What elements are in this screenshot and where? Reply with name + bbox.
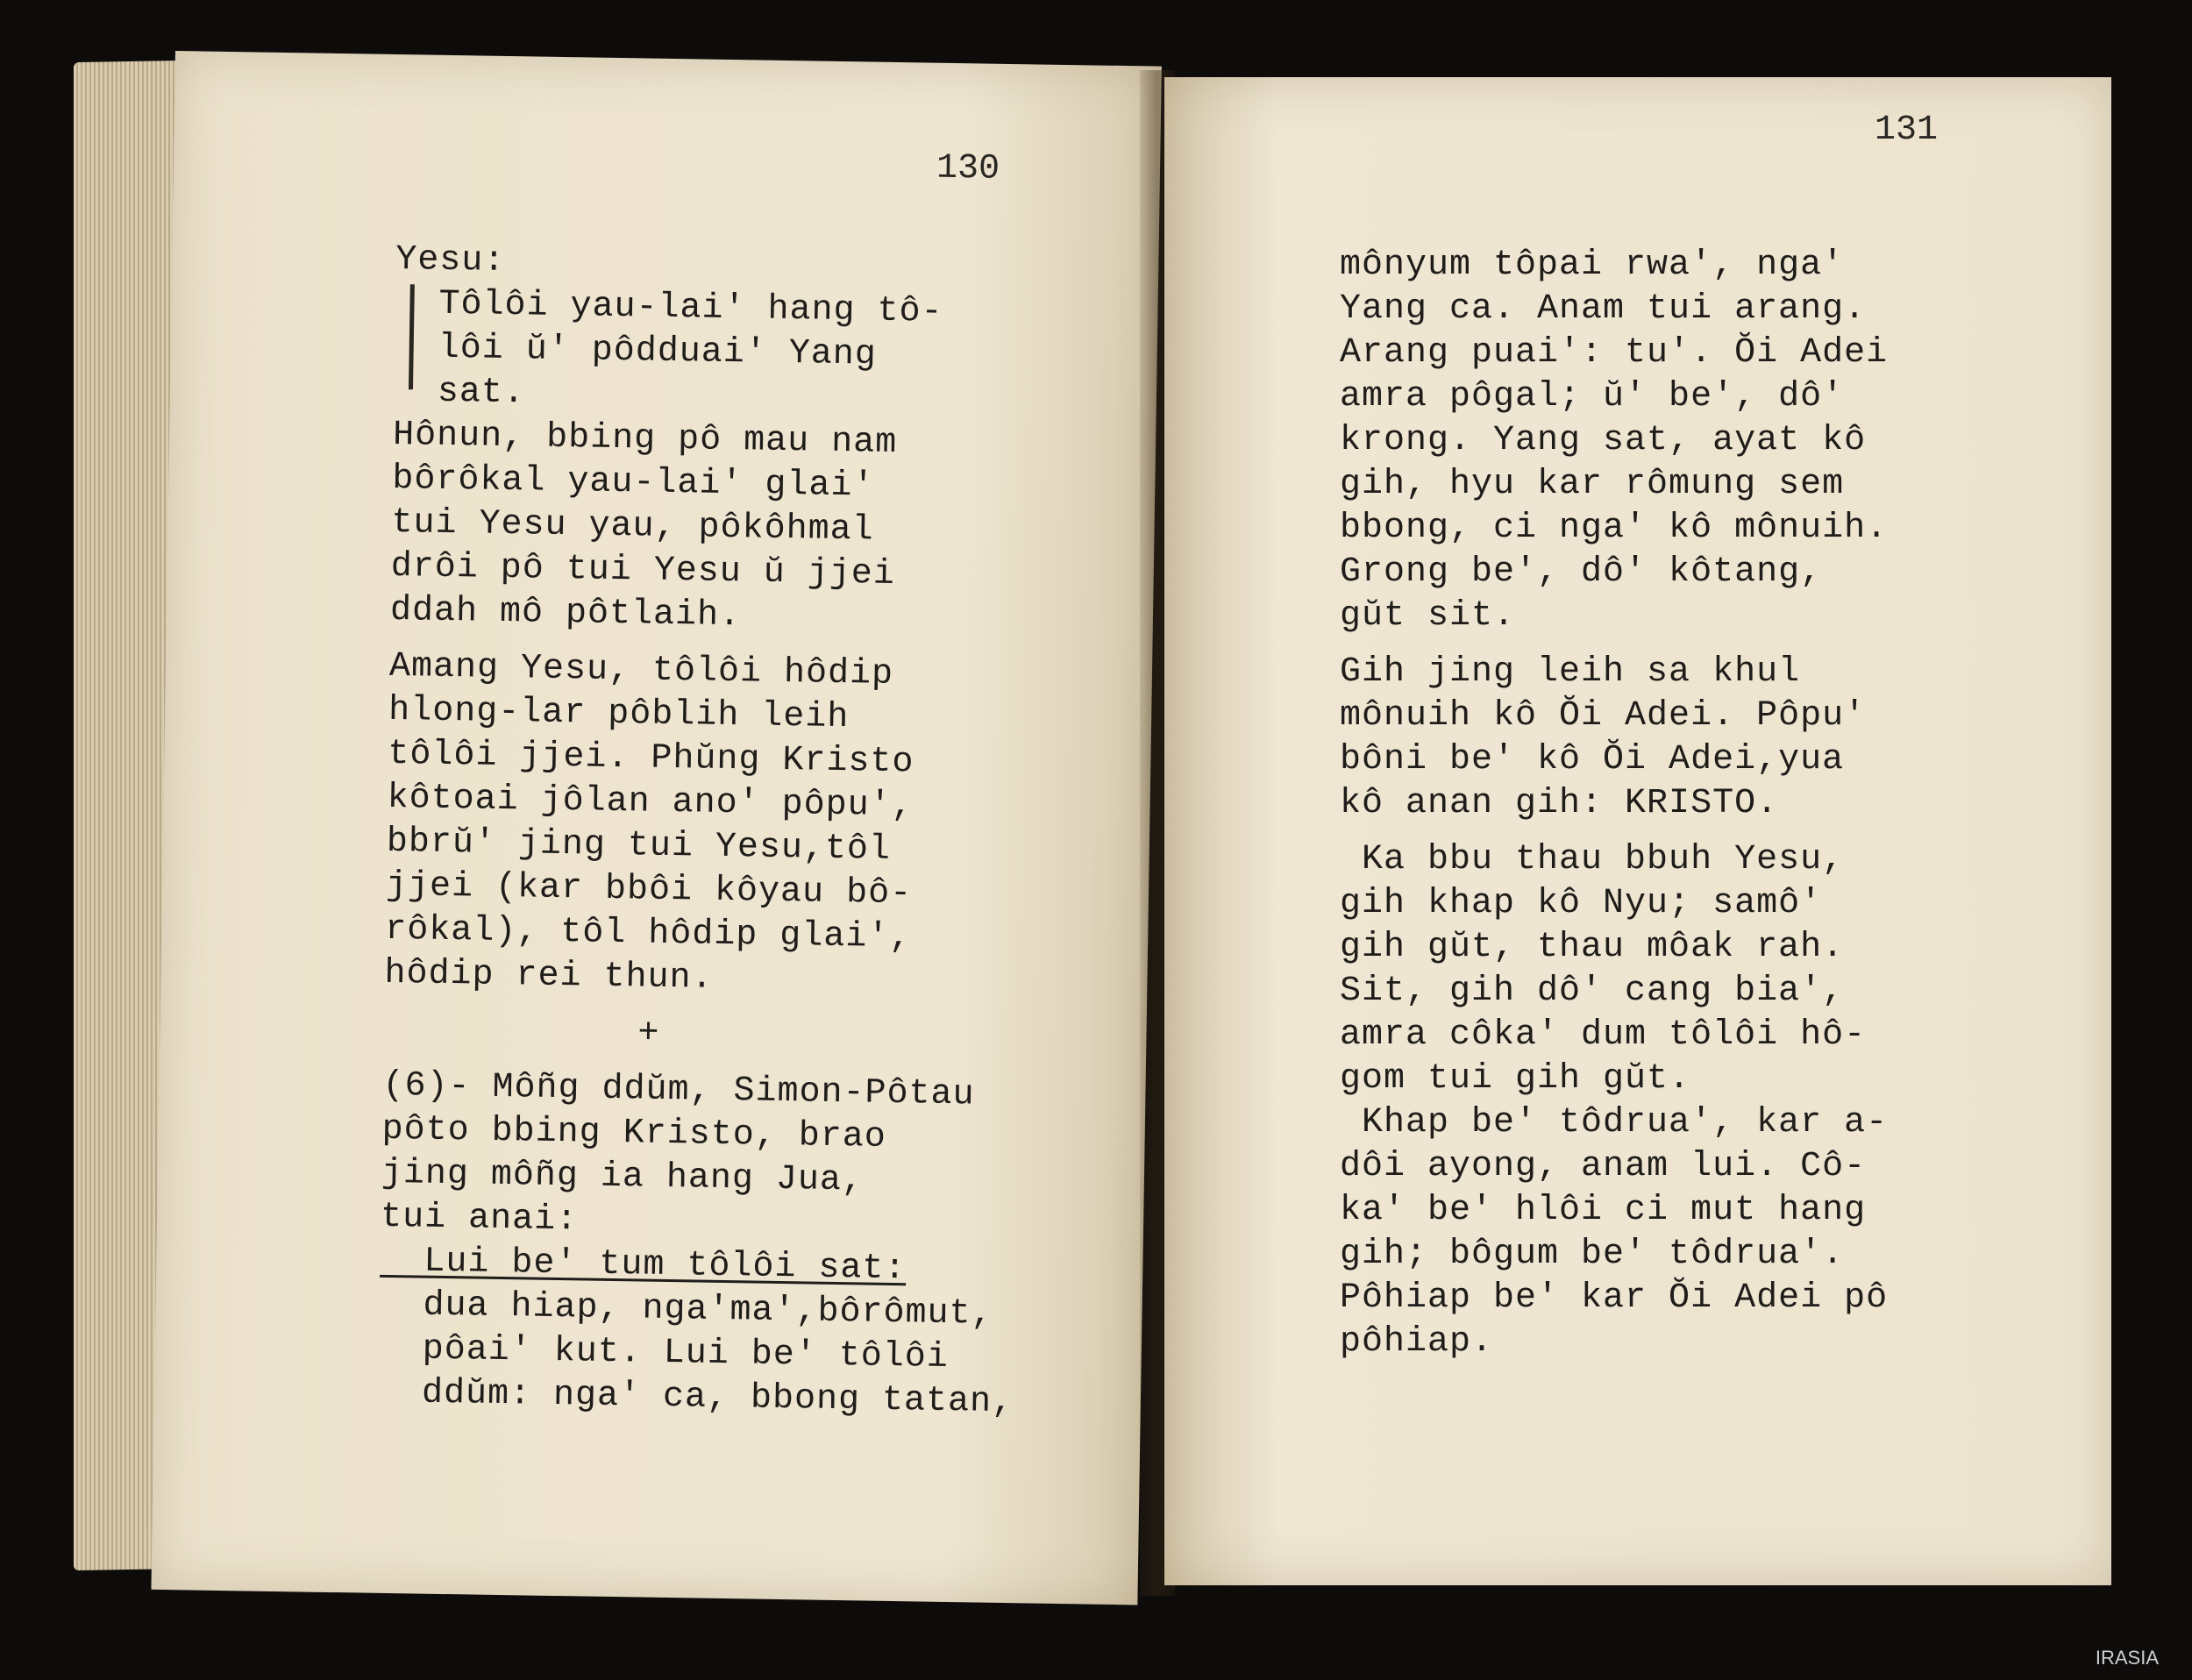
text-line: gih khap kô Nyu; samô' xyxy=(1340,884,1823,923)
page-text xyxy=(378,238,1032,1425)
text-line: dôi ayong, anam lui. Cô- xyxy=(1340,1147,1867,1186)
text-line: Khap be' tôdrua', kar a- xyxy=(1340,1103,1889,1143)
text-line: gom tui gih gŭt. xyxy=(1340,1059,1691,1099)
text-line: ddah mô pôtlaih. xyxy=(389,590,742,637)
watermark: IRASIA xyxy=(2095,1647,2159,1669)
text-line: Pôhiap be' kar Ŏi Adei pô xyxy=(1340,1278,1889,1318)
page-number: 131 xyxy=(1875,110,1939,150)
text-line: bôni be' kô Ŏi Adei,yua xyxy=(1340,740,1845,779)
text-line: ka' be' hlôi ci mut hang xyxy=(1340,1191,1867,1230)
text-line: amra côka' dum tôlôi hô- xyxy=(1340,1015,1867,1055)
page-text xyxy=(1340,244,1888,1364)
text-line: drôi pô tui Yesu ŭ jjei xyxy=(390,546,896,594)
section-separator: + xyxy=(637,1014,660,1054)
left-page xyxy=(151,51,1161,1605)
text-line: rôkal), tôl hôdip glai', xyxy=(384,909,912,958)
text-line: pôto bbing Kristo, brao xyxy=(381,1109,887,1157)
text-line: tui Yesu yau, pôkôhmal xyxy=(391,502,874,551)
text-line: mônuih kô Ŏi Adei. Pôpu' xyxy=(1340,696,1867,736)
text-line: gih gŭt, thau môak rah. xyxy=(1340,928,1845,967)
text-line: Grong be', dô' kôtang, xyxy=(1340,552,1823,592)
text-line: jing môñg ia hang Jua, xyxy=(381,1153,865,1201)
text-line: Sit, gih dô' cang bia', xyxy=(1340,972,1845,1011)
text-line: hôdip rei thun. xyxy=(384,953,714,999)
text-line: dua hiap, nga'ma',bôrômut, xyxy=(379,1285,993,1335)
text-line: tôlôi jjei. Phŭng Kristo xyxy=(388,734,915,783)
text-line: gih, hyu kar rômung sem xyxy=(1340,465,1845,504)
text-line: Yang ca. Anam tui arang. xyxy=(1340,289,1867,329)
text-line: gŭt sit. xyxy=(1340,596,1516,636)
text-line: Yesu: xyxy=(395,239,506,281)
text-line: bbrŭ' jing tui Yesu,tôl xyxy=(386,822,892,870)
text-line: bôrôkal yau-lai' glai' xyxy=(392,459,875,507)
text-line: Gih jing leih sa khul xyxy=(1340,652,1801,692)
text-line: jjei (kar bbôi kôyau bô- xyxy=(385,865,913,915)
text-line: tui anai: xyxy=(380,1197,579,1241)
text-line: Tôlôi yau-lai' hang tô- xyxy=(395,283,943,332)
text-line: ddŭm: nga' ca, bbong tatan, xyxy=(377,1372,1014,1423)
text-line: kôtoai jôlan ano' pôpu', xyxy=(387,778,915,827)
page-number: 130 xyxy=(936,148,1000,189)
text-line: Arang puai': tu'. Ŏi Adei xyxy=(1340,333,1889,373)
text-line: Amang Yesu, tôlôi hôdip xyxy=(388,646,894,694)
text-line: sat. xyxy=(393,371,526,414)
text-line: Hônun, bbing pô mau nam xyxy=(392,415,898,463)
text-line: bbong, ci nga' kô mônuih. xyxy=(1340,509,1889,548)
text-line: pôhiap. xyxy=(1340,1322,1494,1362)
text-line: Lui be' tum tôlôi sat: xyxy=(379,1241,907,1290)
text-line: lôi ŭ' pôdduai' Yang xyxy=(394,327,878,375)
right-page xyxy=(1164,77,2111,1585)
text-line: pôai' kut. Lui be' tôlôi xyxy=(378,1328,950,1378)
text-line: krong. Yang sat, ayat kô xyxy=(1340,421,1867,460)
text-line: kô anan gih: KRISTO. xyxy=(1340,784,1779,823)
text-line: mônyum tôpai rwa', nga' xyxy=(1340,246,1845,285)
text-line: amra pôgal; ŭ' be', dô' xyxy=(1340,377,1845,416)
text-line: gih; bôgum be' tôdrua'. xyxy=(1340,1235,1845,1274)
text-line: hlong-lar pôblih leih xyxy=(388,690,850,738)
text-line: (6)- Môñg ddŭm, Simon-Pôtau xyxy=(382,1065,975,1115)
text-line: Ka bbu thau bbuh Yesu, xyxy=(1340,840,1845,879)
